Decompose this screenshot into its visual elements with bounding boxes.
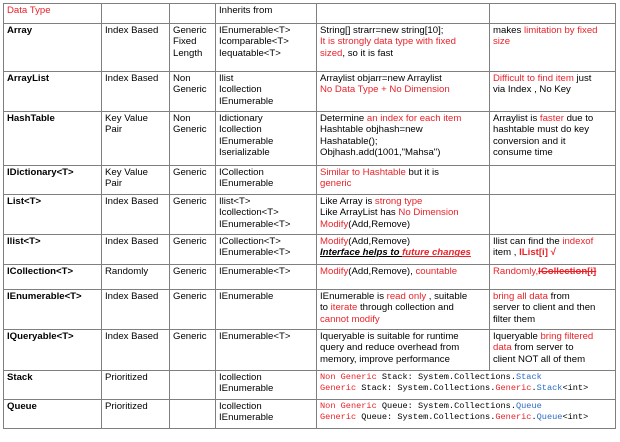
inherits-cell: ICollection<T> IEnumerable<T> <box>216 235 317 265</box>
type-cell: HashTable <box>4 112 102 166</box>
table-row <box>4 235 616 265</box>
index-cell: Index Based <box>102 24 170 72</box>
description-cell: IEnumerable is read only , suitable to iterate through collection and cannot modify <box>317 290 490 330</box>
table-row <box>4 112 616 166</box>
table-row <box>4 166 616 195</box>
generic-cell: Generic <box>170 330 216 371</box>
table-row <box>4 371 616 400</box>
note-cell <box>490 195 616 235</box>
generic-cell: Non Generic <box>170 72 216 112</box>
description-cell: String[] strarr=new string[10]; It is strongly data type with fixed sized, so it is fast <box>317 24 490 72</box>
table-row <box>4 330 616 371</box>
description-cell: Arraylist objarr=new Arraylist No Data Type + No Dimension <box>317 72 490 112</box>
generic-cell <box>170 400 216 429</box>
header-data-type: Data Type <box>4 4 102 24</box>
header-blank <box>317 4 490 24</box>
note-cell <box>490 166 616 195</box>
namespace-cell: Non Generic Queue: System.Collections.Queue Generic Queue: System.Collections.Generic.Queue<int> <box>317 400 616 429</box>
type-cell: ICollection<T> <box>4 265 102 290</box>
type-cell: Queue <box>4 400 102 429</box>
type-cell: Stack <box>4 371 102 400</box>
description-cell: Like Array is strong type Like ArrayList has No Dimension Modify(Add,Remove) <box>317 195 490 235</box>
description-cell: Modify(Add,Remove) Interface helps to future changes <box>317 235 490 265</box>
inherits-cell: Icollection IEnumerable <box>216 371 317 400</box>
index-cell: Index Based <box>102 235 170 265</box>
note-cell: makes limitation by fixed size <box>490 24 616 72</box>
namespace-cell: Non Generic Stack: System.Collections.Stack Generic Stack: System.Collections.Generic.Stack<int> <box>317 371 616 400</box>
table-row <box>4 290 616 330</box>
index-cell: Prioritized <box>102 371 170 400</box>
check-mark-icon: √ <box>547 247 556 259</box>
type-cell: List<T> <box>4 195 102 235</box>
collections-comparison-table <box>3 3 616 429</box>
type-cell: Ilist<T> <box>4 235 102 265</box>
header-blank <box>490 4 616 24</box>
generic-cell: Non Generic <box>170 112 216 166</box>
note-cell: Randomly,ICollection[i] <box>490 265 616 290</box>
table-row-header <box>4 4 616 24</box>
inherits-cell: Ilist<T> Icollection<T> IEnumerable<T> <box>216 195 317 235</box>
generic-cell: Generic Fixed Length <box>170 24 216 72</box>
inherits-cell: ICollection IEnumerable <box>216 166 317 195</box>
type-cell: ArrayList <box>4 72 102 112</box>
index-cell: Key Value Pair <box>102 112 170 166</box>
generic-cell: Generic <box>170 265 216 290</box>
generic-cell: Generic <box>170 166 216 195</box>
header-blank <box>102 4 170 24</box>
index-cell: Index Based <box>102 195 170 235</box>
generic-cell: Generic <box>170 195 216 235</box>
note-cell: Iqueryable bring filtered data from server to client NOT all of them <box>490 330 616 371</box>
table-row <box>4 72 616 112</box>
type-cell: IEnumerable<T> <box>4 290 102 330</box>
table-row <box>4 195 616 235</box>
inherits-cell: Icollection IEnumerable <box>216 400 317 429</box>
header-inherits: Inherits from <box>216 4 317 24</box>
description-cell: Similar to Hashtable but it is generic <box>317 166 490 195</box>
type-cell: IDictionary<T> <box>4 166 102 195</box>
inherits-cell: Idictionary Icollection IEnumerable Iserializable <box>216 112 317 166</box>
note-cell: Difficult to find item just via Index , No Key <box>490 72 616 112</box>
index-cell: Index Based <box>102 330 170 371</box>
generic-cell: Generic <box>170 235 216 265</box>
index-cell: Index Based <box>102 290 170 330</box>
description-cell: Modify(Add,Remove), countable <box>317 265 490 290</box>
table-row <box>4 400 616 429</box>
description-cell: Determine an index for each item Hashtable objhash=new Hashatable(); Objhash.add(1001,"Mahsa") <box>317 112 490 166</box>
index-cell: Randomly <box>102 265 170 290</box>
index-cell: Key Value Pair <box>102 166 170 195</box>
generic-cell: Generic <box>170 290 216 330</box>
inherits-cell: IEnumerable <box>216 290 317 330</box>
inherits-cell: IEnumerable<T> <box>216 330 317 371</box>
inherits-cell: Ilist Icollection IEnumerable <box>216 72 317 112</box>
header-blank <box>170 4 216 24</box>
note-cell: bring all data from server to client and then filter them <box>490 290 616 330</box>
index-cell: Index Based <box>102 72 170 112</box>
description-cell: Iqueryable is suitable for runtime query and reduce overhead from memory, improve performance <box>317 330 490 371</box>
index-cell: Prioritized <box>102 400 170 429</box>
table-row <box>4 24 616 72</box>
inherits-cell: IEnumerable<T> <box>216 265 317 290</box>
inherits-cell: IEnumerable<T> Icomparable<T> Iequatable<T> <box>216 24 317 72</box>
note-cell: Arraylist is faster due to hashtable must do key conversion and it consume time <box>490 112 616 166</box>
type-cell: Array <box>4 24 102 72</box>
table-row <box>4 265 616 290</box>
generic-cell <box>170 371 216 400</box>
type-cell: IQueryable<T> <box>4 330 102 371</box>
note-cell: Ilist can find the indexof item , IList[i] √ <box>490 235 616 265</box>
